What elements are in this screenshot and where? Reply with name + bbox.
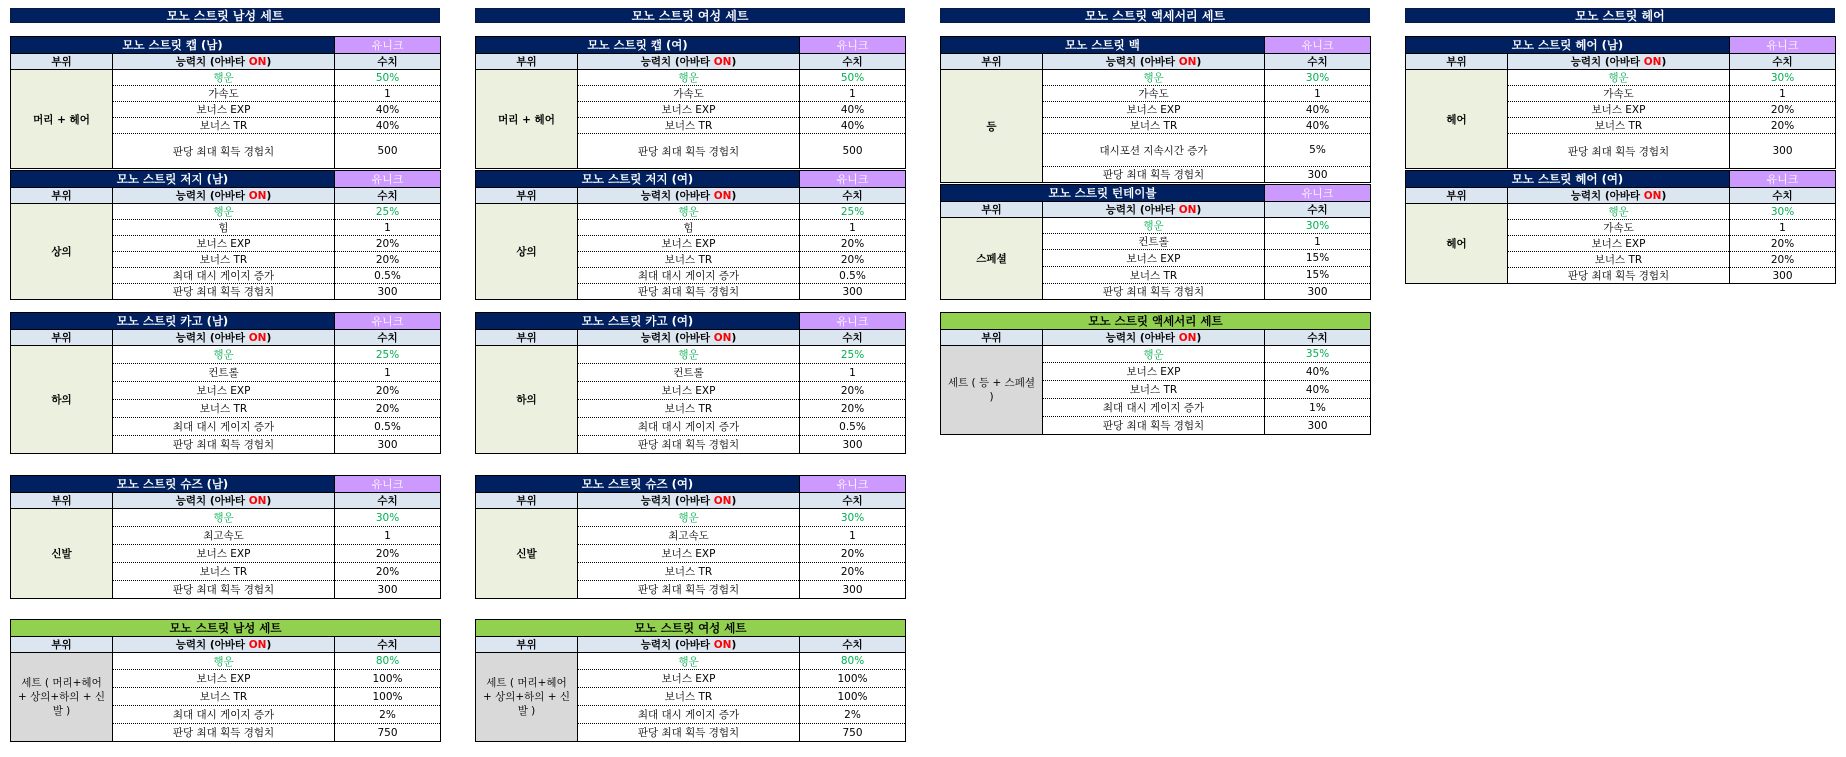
table-title: 모노 스트릿 남성 세트 (11, 620, 441, 637)
part-name: 하의 (11, 346, 113, 454)
stat-name: 보너스 EXP (113, 102, 335, 118)
stat-value: 300 (1307, 168, 1328, 181)
stat-value: 0.5% (335, 268, 441, 284)
stat-header: 능력치 (아바타 ON) (1508, 54, 1730, 70)
stat-value: 1 (335, 86, 441, 102)
table-title: 모노 스트릿 헤어 (남) (1406, 37, 1730, 54)
stat-value: 40% (800, 102, 906, 118)
table-row (476, 346, 906, 364)
stat-name: 보너스 EXP (578, 236, 800, 252)
stat-name: 행운 (113, 509, 335, 527)
stat-value: 20% (800, 563, 906, 581)
stat-value: 30% (800, 509, 906, 527)
table-title: 모노 스트릿 캡 (여) (476, 37, 800, 54)
table-row (11, 653, 441, 670)
rarity-badge: 유니크 (335, 171, 441, 188)
column-title-hair: 모노 스트릿 헤어 (1405, 8, 1835, 23)
part-name: 세트 ( 머리+헤어 + 상의+하의 + 신발 ) (11, 653, 113, 742)
stat-value: 20% (335, 236, 441, 252)
part-header: 부위 (11, 188, 113, 204)
table-title: 모노 스트릿 카고 (여) (476, 313, 800, 330)
value-header: 수치 (1730, 54, 1836, 70)
stat-name: 보너스 TR (1043, 267, 1265, 284)
stat-name: 행운 (1508, 204, 1730, 220)
table-row (941, 346, 1371, 363)
stat-name: 판당 최대 획득 경험치 (578, 436, 800, 454)
stat-header: 능력치 (아바타 ON) (113, 637, 335, 653)
stat-name: 힘 (113, 220, 335, 236)
stat-value: 20% (800, 236, 906, 252)
stat-value: 25% (800, 204, 906, 220)
column-title-female-set: 모노 스트릿 여성 세트 (475, 8, 905, 23)
stat-value: 300 (1772, 145, 1793, 157)
table-title: 모노 스트릿 저지 (여) (476, 171, 800, 188)
stat-header: 능력치 (아바타 ON) (578, 330, 800, 346)
stat-header: 능력치 (아바타 ON) (578, 637, 800, 653)
stat-name: 가속도 (113, 86, 335, 102)
stat-name: 보너스 EXP (1508, 102, 1730, 118)
stat-name: 행운 (1043, 218, 1265, 234)
stat-value: 750 (842, 726, 863, 739)
stat-value: 40% (1265, 102, 1371, 118)
stat-name: 판당 최대 획득 경험치 (1508, 134, 1730, 169)
stat-name: 최대 대시 게이지 증가 (578, 706, 800, 724)
stat-value: 0.5% (800, 268, 906, 284)
stat-header: 능력치 (아바타 ON) (113, 330, 335, 346)
table-title: 모노 스트릿 백 (941, 37, 1265, 54)
stat-name: 가속도 (1508, 220, 1730, 236)
stat-value: 300 (842, 285, 863, 298)
stat-name: 가속도 (1508, 86, 1730, 102)
table-row (11, 204, 441, 220)
stat-name: 판당 최대 획득 경험치 (1043, 417, 1265, 435)
stat-name: 컨트롤 (113, 364, 335, 382)
stat-value: 30% (1730, 70, 1836, 86)
value-header: 수치 (1730, 188, 1836, 204)
table-row (476, 70, 906, 86)
stat-name: 보너스 EXP (1043, 250, 1265, 267)
stat-value: 35% (1265, 346, 1371, 363)
stat-value: 20% (1730, 118, 1836, 134)
rarity-badge: 유니크 (800, 171, 906, 188)
stat-value: 1 (800, 527, 906, 545)
part-name: 신발 (476, 509, 578, 599)
stat-value: 1% (1265, 399, 1371, 417)
stat-name: 최대 대시 게이지 증가 (113, 418, 335, 436)
stat-value: 25% (335, 346, 441, 364)
stat-name: 보너스 EXP (1508, 236, 1730, 252)
stat-name: 대시포션 지속시간 증가 (1043, 134, 1265, 167)
part-name: 머리 + 헤어 (476, 70, 578, 169)
stat-value: 100% (800, 670, 906, 688)
stat-value: 20% (1730, 102, 1836, 118)
part-name: 하의 (476, 346, 578, 454)
value-header: 수치 (335, 54, 441, 70)
table-row (11, 70, 441, 86)
stat-name: 판당 최대 획득 경험치 (578, 284, 800, 300)
stat-name: 최대 대시 게이지 증가 (1043, 399, 1265, 417)
value-header: 수치 (1265, 54, 1371, 70)
stat-name: 판당 최대 획득 경험치 (578, 581, 800, 599)
stat-name: 최대 대시 게이지 증가 (113, 706, 335, 724)
stat-name: 보너스 TR (113, 563, 335, 581)
part-header: 부위 (476, 493, 578, 509)
stat-name: 최대 대시 게이지 증가 (578, 268, 800, 284)
table-title: 모노 스트릿 슈즈 (여) (476, 476, 800, 493)
stat-name: 보너스 EXP (113, 545, 335, 563)
table-title: 모노 스트릿 헤어 (여) (1406, 171, 1730, 188)
rarity-badge: 유니크 (335, 37, 441, 54)
stat-value: 40% (335, 118, 441, 134)
stat-name: 보너스 TR (1508, 118, 1730, 134)
stat-value: 300 (377, 583, 398, 596)
stat-value: 20% (800, 545, 906, 563)
stat-name: 행운 (113, 346, 335, 364)
part-header: 부위 (1406, 188, 1508, 204)
stat-value: 500 (842, 145, 863, 157)
stat-name: 보너스 EXP (113, 236, 335, 252)
stat-value: 40% (1265, 118, 1371, 134)
table-title: 모노 스트릿 캡 (남) (11, 37, 335, 54)
rarity-badge: 유니크 (1730, 171, 1836, 188)
stat-value: 20% (1730, 252, 1836, 268)
table-row (941, 218, 1371, 234)
table-title: 모노 스트릿 턴테이블 (941, 185, 1265, 202)
table-row (476, 509, 906, 527)
value-header: 수치 (335, 330, 441, 346)
stat-name: 보너스 TR (113, 400, 335, 418)
stat-name: 보너스 EXP (578, 102, 800, 118)
stat-name: 행운 (113, 70, 335, 86)
stat-value: 1 (335, 220, 441, 236)
stat-name: 보너스 TR (578, 118, 800, 134)
table-title: 모노 스트릿 여성 세트 (476, 620, 906, 637)
stat-value: 1 (800, 86, 906, 102)
stat-header: 능력치 (아바타 ON) (113, 493, 335, 509)
stat-value: 20% (800, 252, 906, 268)
stat-header: 능력치 (아바타 ON) (578, 493, 800, 509)
stat-name: 보너스 TR (578, 688, 800, 706)
stat-table (1405, 36, 1836, 169)
part-name: 머리 + 헤어 (11, 70, 113, 169)
stat-value: 1 (335, 527, 441, 545)
stat-name: 판당 최대 획득 경험치 (578, 134, 800, 169)
stat-header: 능력치 (아바타 ON) (578, 188, 800, 204)
stat-name: 최대 대시 게이지 증가 (578, 418, 800, 436)
stat-name: 보너스 TR (1043, 381, 1265, 399)
table-row (1406, 204, 1836, 220)
stat-value: 30% (1730, 204, 1836, 220)
stat-table (10, 170, 441, 300)
stat-value: 750 (377, 726, 398, 739)
part-header: 부위 (1406, 54, 1508, 70)
value-header: 수치 (800, 637, 906, 653)
stat-name: 행운 (113, 204, 335, 220)
stat-name: 보너스 EXP (578, 382, 800, 400)
stat-value: 300 (842, 583, 863, 596)
part-header: 부위 (941, 202, 1043, 218)
column-title-accessory-set: 모노 스트릿 액세서리 세트 (940, 8, 1370, 23)
stat-header: 능력치 (아바타 ON) (113, 188, 335, 204)
value-header: 수치 (800, 188, 906, 204)
stat-name: 최고속도 (578, 527, 800, 545)
part-name: 스페셜 (941, 218, 1043, 300)
stat-value: 1 (800, 364, 906, 382)
stat-name: 행운 (578, 204, 800, 220)
stat-value: 1 (1730, 86, 1836, 102)
stat-name: 판당 최대 획득 경험치 (1043, 284, 1265, 300)
rarity-badge: 유니크 (1265, 37, 1371, 54)
part-name: 헤어 (1406, 70, 1508, 169)
stat-table (475, 170, 906, 300)
stat-value: 300 (1307, 285, 1328, 298)
stat-name: 보너스 EXP (578, 545, 800, 563)
part-header: 부위 (941, 54, 1043, 70)
table-row (11, 509, 441, 527)
stat-table (10, 475, 441, 599)
stat-table (475, 619, 906, 742)
stat-value: 25% (800, 346, 906, 364)
stat-name: 판당 최대 획득 경험치 (113, 724, 335, 742)
stat-name: 보너스 TR (578, 252, 800, 268)
value-header: 수치 (800, 493, 906, 509)
part-name: 세트 ( 등 + 스페셜 ) (941, 346, 1043, 435)
stat-name: 힘 (578, 220, 800, 236)
stat-value: 100% (335, 670, 441, 688)
rarity-badge: 유니크 (335, 313, 441, 330)
stat-name: 보너스 EXP (1043, 102, 1265, 118)
stat-header: 능력치 (아바타 ON) (1043, 54, 1265, 70)
stat-value: 300 (1307, 419, 1328, 432)
stat-table (475, 475, 906, 599)
stat-name: 행운 (1043, 346, 1265, 363)
stat-name: 보너스 EXP (1043, 363, 1265, 381)
stat-table (10, 619, 441, 742)
part-name: 신발 (11, 509, 113, 599)
table-title: 모노 스트릿 슈즈 (남) (11, 476, 335, 493)
stat-value: 300 (377, 285, 398, 298)
part-name: 헤어 (1406, 204, 1508, 284)
part-header: 부위 (476, 188, 578, 204)
part-header: 부위 (476, 330, 578, 346)
part-name: 상의 (11, 204, 113, 300)
stat-header: 능력치 (아바타 ON) (578, 54, 800, 70)
stat-value: 50% (335, 70, 441, 86)
stat-header: 능력치 (아바타 ON) (1043, 202, 1265, 218)
stat-value: 2% (800, 706, 906, 724)
rarity-badge: 유니크 (1730, 37, 1836, 54)
stat-value: 1 (1265, 86, 1371, 102)
stat-name: 판당 최대 획득 경험치 (113, 581, 335, 599)
stat-value: 20% (335, 382, 441, 400)
part-name: 등 (941, 70, 1043, 183)
stat-value: 40% (1265, 363, 1371, 381)
stat-header: 능력치 (아바타 ON) (1043, 330, 1265, 346)
stat-value: 300 (842, 438, 863, 451)
part-header: 부위 (476, 54, 578, 70)
stat-value: 15% (1265, 250, 1371, 267)
stat-table (475, 36, 906, 169)
stat-name: 최고속도 (113, 527, 335, 545)
stat-value: 80% (335, 653, 441, 670)
stat-name: 판당 최대 획득 경험치 (578, 724, 800, 742)
table-title: 모노 스트릿 저지 (남) (11, 171, 335, 188)
rarity-badge: 유니크 (800, 476, 906, 493)
stat-table (10, 36, 441, 169)
stat-name: 보너스 TR (113, 118, 335, 134)
part-header: 부위 (11, 493, 113, 509)
stat-name: 행운 (1043, 70, 1265, 86)
stat-name: 최대 대시 게이지 증가 (113, 268, 335, 284)
table-title: 모노 스트릿 카고 (남) (11, 313, 335, 330)
stat-value: 1 (335, 364, 441, 382)
value-header: 수치 (800, 330, 906, 346)
stat-header: 능력치 (아바타 ON) (113, 54, 335, 70)
part-header: 부위 (11, 330, 113, 346)
table-row (1406, 70, 1836, 86)
stat-table (940, 184, 1371, 300)
value-header: 수치 (1265, 202, 1371, 218)
stat-name: 가속도 (1043, 86, 1265, 102)
stat-name: 행운 (1508, 70, 1730, 86)
stat-name: 가속도 (578, 86, 800, 102)
part-name: 세트 ( 머리+헤어 + 상의+하의 + 신발 ) (476, 653, 578, 742)
stat-value: 20% (335, 400, 441, 418)
stat-table (1405, 170, 1836, 284)
stat-value: 100% (335, 688, 441, 706)
value-header: 수치 (800, 54, 906, 70)
stat-name: 판당 최대 획득 경험치 (113, 436, 335, 454)
stat-name: 보너스 TR (113, 252, 335, 268)
stat-value: 80% (800, 653, 906, 670)
rarity-badge: 유니크 (1265, 185, 1371, 202)
stat-name: 보너스 TR (578, 400, 800, 418)
stat-table (10, 312, 441, 454)
stat-value: 20% (335, 252, 441, 268)
stat-name: 컨트롤 (1043, 234, 1265, 250)
stat-value: 40% (335, 102, 441, 118)
table-row (476, 653, 906, 670)
stat-value: 0.5% (335, 418, 441, 436)
stat-value: 25% (335, 204, 441, 220)
stat-value: 30% (1265, 218, 1371, 234)
stat-value: 40% (800, 118, 906, 134)
stat-name: 보너스 TR (1043, 118, 1265, 134)
table-title: 모노 스트릿 액세서리 세트 (941, 313, 1371, 330)
stat-value: 50% (800, 70, 906, 86)
stat-value: 15% (1265, 267, 1371, 284)
value-header: 수치 (335, 493, 441, 509)
rarity-badge: 유니크 (335, 476, 441, 493)
stat-value: 20% (335, 545, 441, 563)
part-name: 상의 (476, 204, 578, 300)
stat-value: 1 (1730, 220, 1836, 236)
stat-name: 보너스 EXP (113, 670, 335, 688)
stat-name: 행운 (578, 70, 800, 86)
stat-value: 300 (1772, 269, 1793, 282)
stat-name: 판당 최대 획득 경험치 (1043, 167, 1265, 183)
table-row (476, 204, 906, 220)
stat-name: 행운 (578, 653, 800, 670)
value-header: 수치 (1265, 330, 1371, 346)
stat-name: 보너스 EXP (113, 382, 335, 400)
stat-value: 1 (1265, 234, 1371, 250)
stat-name: 보너스 TR (113, 688, 335, 706)
stat-header: 능력치 (아바타 ON) (1508, 188, 1730, 204)
stat-name: 행운 (578, 346, 800, 364)
stat-value: 100% (800, 688, 906, 706)
stat-value: 20% (1730, 236, 1836, 252)
part-header: 부위 (11, 637, 113, 653)
stat-value: 2% (335, 706, 441, 724)
stat-name: 판당 최대 획득 경험치 (1508, 268, 1730, 284)
stat-table (940, 36, 1371, 183)
part-header: 부위 (11, 54, 113, 70)
stat-name: 보너스 TR (1508, 252, 1730, 268)
stat-value: 5% (1265, 134, 1371, 167)
stat-value: 20% (800, 382, 906, 400)
column-title-male-set: 모노 스트릿 남성 세트 (10, 8, 440, 23)
stat-value: 20% (335, 563, 441, 581)
stat-value: 1 (800, 220, 906, 236)
part-header: 부위 (476, 637, 578, 653)
stat-value: 30% (1265, 70, 1371, 86)
stat-table (475, 312, 906, 454)
stat-value: 30% (335, 509, 441, 527)
stat-name: 판당 최대 획득 경험치 (113, 284, 335, 300)
stat-name: 컨트롤 (578, 364, 800, 382)
value-header: 수치 (335, 188, 441, 204)
table-row (941, 70, 1371, 86)
stat-table (940, 312, 1371, 435)
rarity-badge: 유니크 (800, 313, 906, 330)
stat-value: 0.5% (800, 418, 906, 436)
stat-name: 행운 (578, 509, 800, 527)
stat-name: 판당 최대 획득 경험치 (113, 134, 335, 169)
stat-value: 300 (377, 438, 398, 451)
stat-name: 보너스 TR (578, 563, 800, 581)
value-header: 수치 (335, 637, 441, 653)
stat-name: 행운 (113, 653, 335, 670)
stat-value: 20% (800, 400, 906, 418)
table-row (11, 346, 441, 364)
rarity-badge: 유니크 (800, 37, 906, 54)
stat-value: 500 (377, 145, 398, 157)
stat-value: 40% (1265, 381, 1371, 399)
part-header: 부위 (941, 330, 1043, 346)
stat-name: 보너스 EXP (578, 670, 800, 688)
